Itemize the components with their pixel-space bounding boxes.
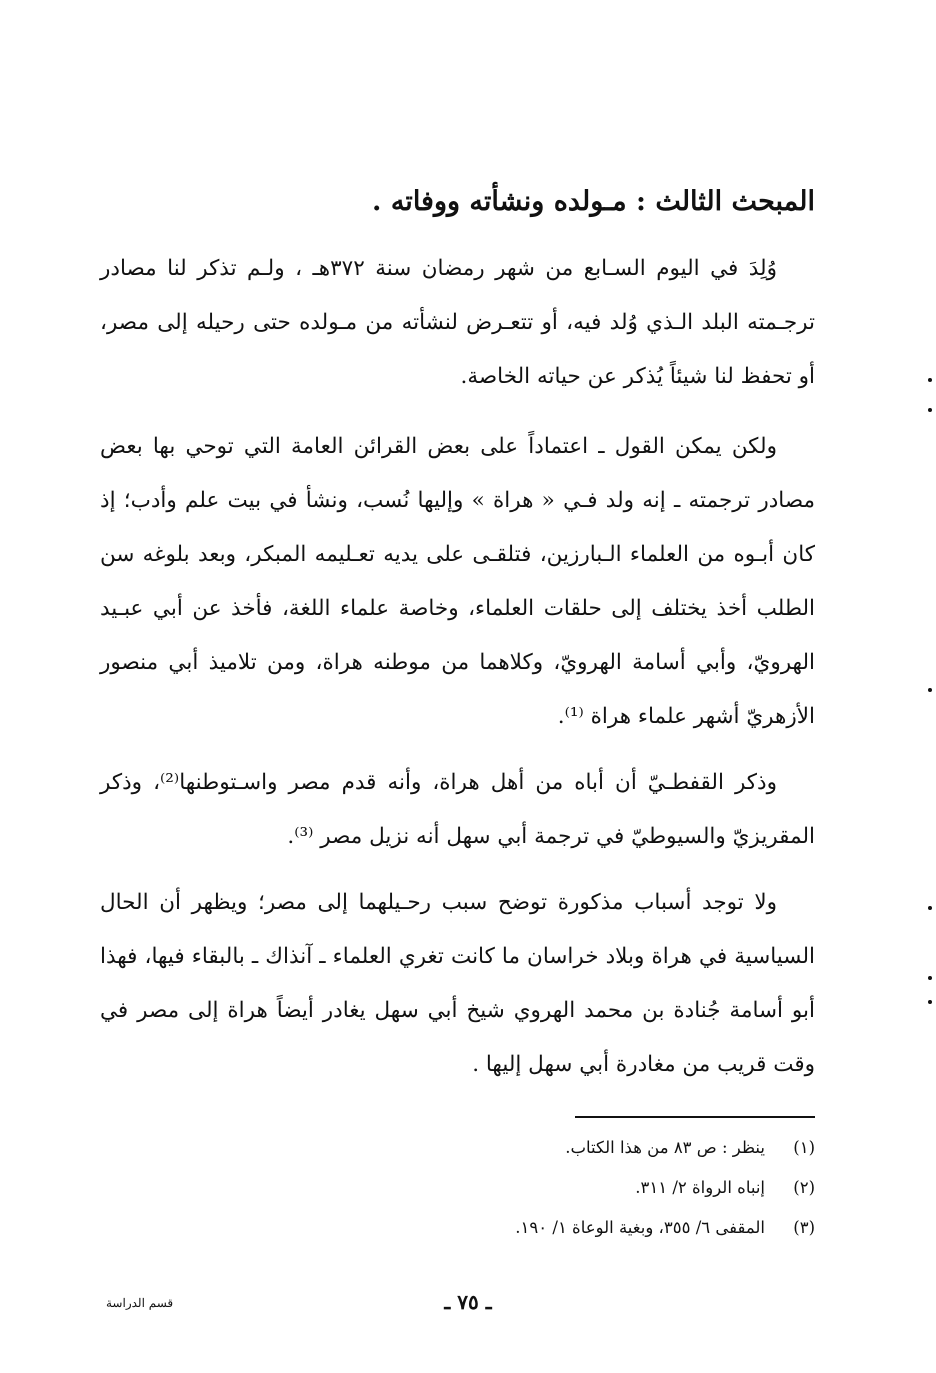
footnote-1 bbox=[100, 1128, 815, 1168]
edge-speck bbox=[928, 976, 932, 980]
footnotes bbox=[100, 1128, 815, 1248]
paragraph-upbringing: ولكن يمكن القول ـ اعتماداً على بعض القرائن العامة التي توحي بها بعض مصادر ترجمته ـ إنه ولد فـي « هراة » وإليها نُسب، ونشأ في بيت علم وأدب؛ إذ كان أبـوه من العلماء الـبارزين، فتلقـى على يديه تعـليمه المبكر، وبعد بلوغه سن الطلب أخذ يختلف إلى حلقات العلماء، وخاصة علماء اللغة، فأخذ عن أبي عبـيد الهرويّ، وأبي أسامة الهرويّ، وكلاهما من موطنه هراة، ومن تلاميذ أبي منصور الأزهريّ أشهر علماء هراة ⁽¹⁾. bbox=[100, 434, 815, 729]
footnote-text: ينظر : ص ٨٣ من هذا الكتاب. bbox=[565, 1138, 765, 1157]
edge-speck bbox=[928, 1000, 932, 1004]
page-number: ـ ٧٥ ـ bbox=[444, 1290, 492, 1314]
footnote-number: (١) bbox=[793, 1138, 815, 1157]
running-footer: قسم الدراسة bbox=[106, 1296, 174, 1310]
footnote-text: إنباه الرواة ٢/ ٣١١. bbox=[635, 1178, 765, 1197]
paragraph-origin: وذكر القفطـيّ أن أباه من أهل هراة، وأنه قدم مصر واسـتوطنها⁽²⁾، وذكر المقريزيّ والسيوطيّ في ترجمة أبي سهل أنه نزيل مصر ⁽³⁾. bbox=[100, 770, 815, 849]
footnote-number: (٣) bbox=[793, 1218, 815, 1237]
footnote-number: (٢) bbox=[793, 1178, 815, 1197]
paragraph-birth: وُلِدَ في اليوم السـابع من شهر رمضان سنة ٣٧٢هـ ، ولـم تذكر لنا مصادر ترجـمته البلد الـذي وُلد فيه، أو تتعـرض لنشأته من مـولده حتى رحيله إلى مصر، أو تحفظ لنا شيئاً يُذكر عن حياته الخاصة. bbox=[100, 256, 815, 389]
paragraph-migration: ولا توجد أسباب مذكورة توضح سبب رحـيلهما إلى مصر؛ ويظهر أن الحال السياسية في هراة وبلاد خراسان ما كانت تغري العلماء ـ آنذاك ـ بالبقاء فيها، فهذا أبو أسامة جُنادة بن محمد الهروي شيخ أبي سهل يغادر أيضاً هراة إلى مصر في وقت قريب من مغادرة أبي سهل إليها . bbox=[100, 890, 815, 1077]
footnote-separator bbox=[575, 1116, 815, 1118]
footnote-text: المقفى ٦/ ٣٥٥، وبغية الوعاة ١/ ١٩٠. bbox=[515, 1218, 765, 1237]
footnote-2 bbox=[100, 1168, 815, 1208]
section-heading: المبحث الثالث : مـولده ونشأته ووفاته . bbox=[372, 186, 815, 217]
edge-speck bbox=[928, 688, 932, 692]
edge-speck bbox=[928, 378, 932, 382]
edge-speck bbox=[928, 906, 932, 910]
edge-speck bbox=[928, 408, 932, 412]
footnote-3 bbox=[100, 1208, 815, 1248]
